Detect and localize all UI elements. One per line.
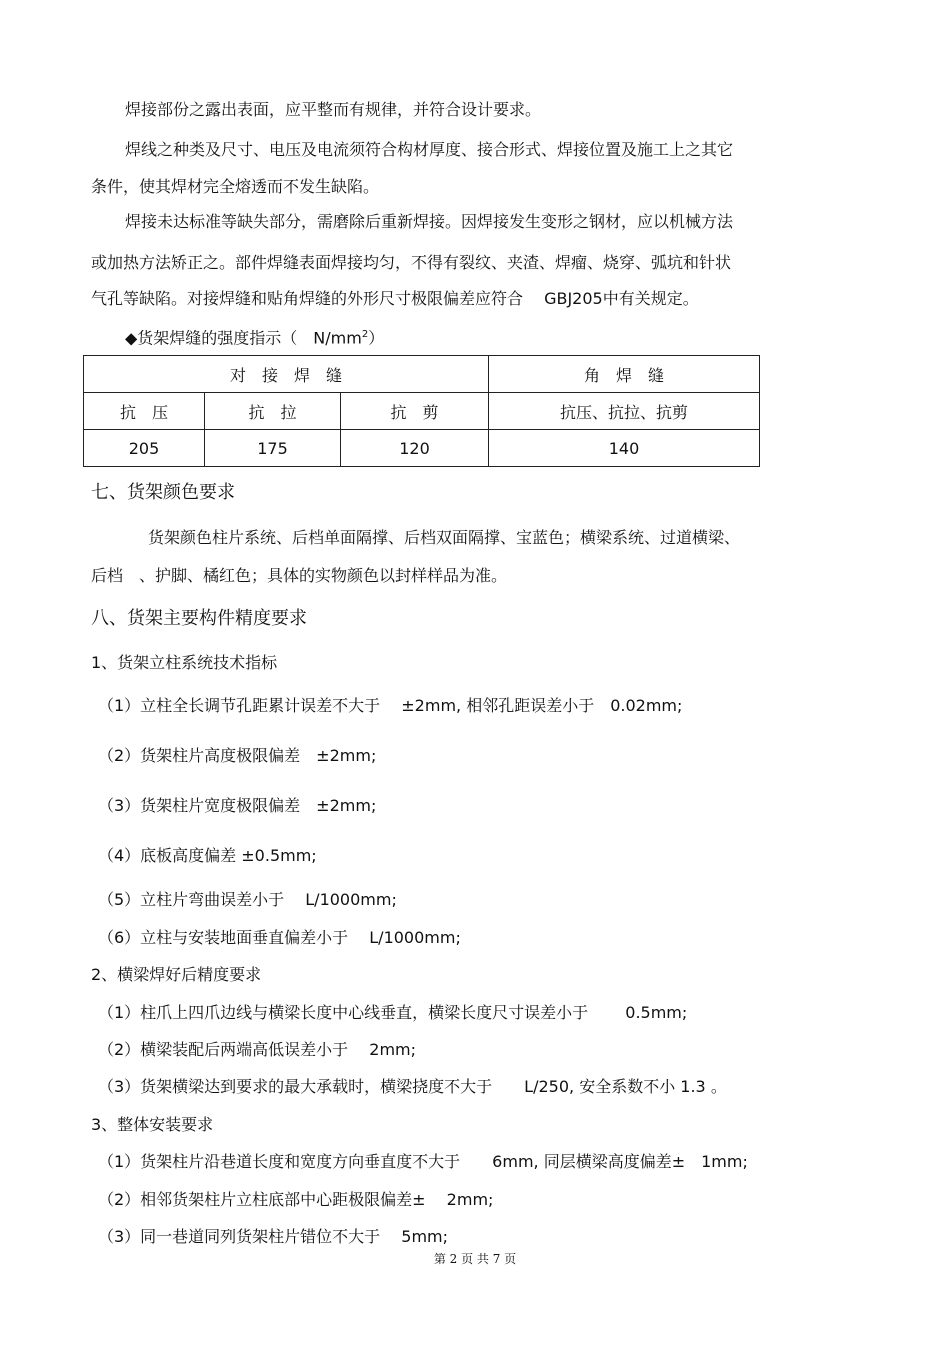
- list-item: （2）货架柱片高度极限偏差 ±2mm;: [98, 746, 377, 765]
- list-item: （6）立柱与安装地面垂直偏差小于 L/1000mm;: [98, 928, 461, 947]
- list-item: （3）货架柱片宽度极限偏差 ±2mm;: [98, 796, 377, 815]
- col-fillet: 抗压、抗拉、抗剪: [489, 393, 760, 430]
- list-item: （3）货架横梁达到要求的最大承载时，横梁挠度不大于 L/250, 安全系数不小 1.3 。: [98, 1077, 727, 1096]
- col-compress: 抗 压: [84, 393, 205, 430]
- col-shear: 抗 剪: [341, 393, 489, 430]
- paragraph-2-line-2: 条件，使其焊材完全熔透而不发生缺陷。: [91, 177, 380, 196]
- subsection-2-title: 2、横梁焊好后精度要求: [91, 965, 262, 984]
- col-tension: 抗 拉: [205, 393, 341, 430]
- paragraph-3-line-3: 气孔等缺陷。对接焊缝和贴角焊缝的外形尺寸极限偏差应符合 GBJ205中有关规定。: [91, 289, 699, 308]
- value-tension: 175: [205, 430, 341, 467]
- head-fillet-weld: 角 焊 缝: [489, 356, 760, 393]
- section-8-title: 八、货架主要构件精度要求: [91, 608, 307, 629]
- list-item: （3）同一巷道同列货架柱片错位不大于 5mm;: [98, 1227, 449, 1246]
- paragraph-3-line-2: 或加热方法矫正之。部件焊缝表面焊接均匀，不得有裂纹、夹渣、焊瘤、烧穿、弧坑和针状: [91, 253, 732, 272]
- strength-caption-text: ◆货架焊缝的强度指示（ N/mm: [125, 328, 362, 348]
- list-item: （5）立柱片弯曲误差小于 L/1000mm;: [98, 890, 397, 909]
- list-item: （1）立柱全长调节孔距累计误差不大于 ±2mm, 相邻孔距误差小于 0.02mm;: [98, 696, 683, 715]
- strength-caption: [125, 325, 384, 348]
- value-shear: 120: [341, 430, 489, 467]
- list-item: （2）相邻货架柱片立柱底部中心距极限偏差± 2mm;: [98, 1190, 494, 1209]
- head-butt-weld: 对 接 焊 缝: [84, 356, 489, 393]
- list-item: （1）柱爪上四爪边线与横梁长度中心线垂直，横梁长度尺寸误差小于 0.5mm;: [98, 1003, 688, 1022]
- list-item: （2）横梁装配后两端高低误差小于 2mm;: [98, 1040, 417, 1059]
- subsection-1-title: 1、货架立柱系统技术指标: [91, 653, 278, 672]
- section-7-title: 七、货架颜色要求: [91, 482, 235, 503]
- section-7-line-2: 后档 、护脚、橘红色；具体的实物颜色以封样样品为准。: [91, 566, 508, 585]
- strength-caption-end: ）: [368, 328, 385, 348]
- page-footer: 第 2 页 共 7 页: [433, 1252, 517, 1266]
- list-item: （1）货架柱片沿巷道长度和宽度方向垂直度不大于 6mm, 同层横梁高度偏差± 1mm;: [98, 1152, 748, 1171]
- strength-table: [83, 355, 760, 467]
- value-compress: 205: [84, 430, 205, 467]
- section-7-line-1: 货架颜色柱片系统、后档单面隔撑、后档双面隔撑、宝蓝色；横梁系统、过道横梁、: [148, 528, 741, 547]
- paragraph-3-line-1: 焊接未达标准等缺失部分，需磨除后重新焊接。因焊接发生变形之钢材，应以机械方法: [125, 212, 734, 231]
- strength-caption-sup: 2: [361, 329, 369, 340]
- paragraph-1: 焊接部份之露出表面，应平整而有规律，并符合设计要求。: [125, 100, 542, 119]
- subsection-3-title: 3、整体安装要求: [91, 1115, 214, 1134]
- list-item: （4）底板高度偏差 ±0.5mm;: [98, 846, 317, 865]
- paragraph-2-line-1: 焊线之种类及尺寸、电压及电流须符合构材厚度、接合形式、焊接位置及施工上之其它: [125, 140, 734, 159]
- value-fillet: 140: [489, 430, 760, 467]
